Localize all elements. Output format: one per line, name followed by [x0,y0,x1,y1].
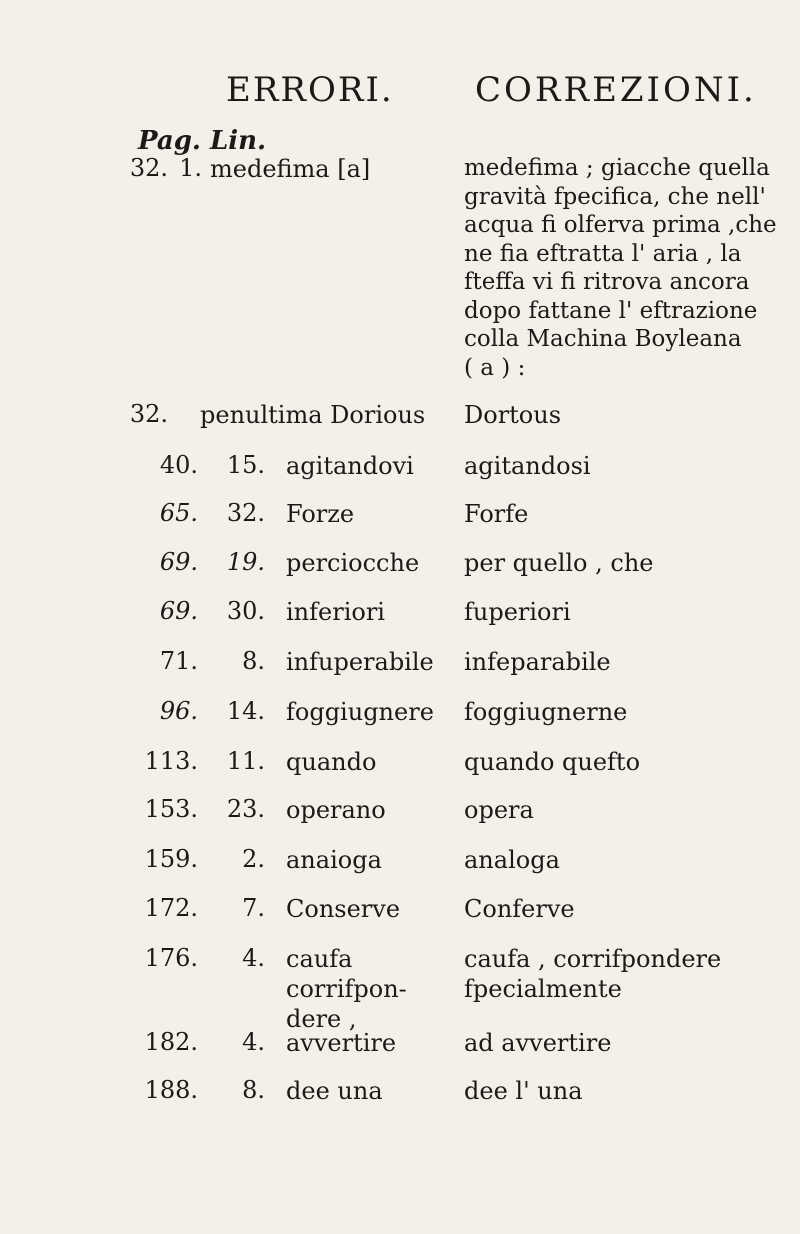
entry-page: 69. [159,597,198,625]
correction-line: ne fia eftratta l' aria , la [464,240,742,267]
entry-correction: dee l' una [464,1077,583,1105]
entry-correction: Forfe [464,500,529,528]
entry-page: 159. [144,845,198,873]
entry-error: anaioga [286,846,382,874]
entry-line: 1. [179,154,202,182]
entry-correction: analoga [464,846,560,874]
entry-line: 32. [226,499,265,527]
correction-line: dopo fattane l' eftrazione [464,297,758,324]
entry-correction: foggiugnerne [464,698,628,726]
entry-line: 23. [226,795,265,823]
page-line-column-header: Pag. Lin. [138,126,267,156]
entry-line: 14. [226,697,265,725]
entry-page: 32. [129,400,168,428]
entry-correction: agitandosi [464,452,591,480]
correction-line: acqua fi olferva prima ,che [464,212,777,238]
entry-error: dee una [286,1077,383,1105]
entry-error: infuperabile [286,648,434,676]
entry-correction: fuperiori [464,598,571,626]
correction-line: colla Machina Boyleana [464,326,742,352]
entry-error: avvertire [286,1029,397,1057]
entry-error: medefima [a] [210,155,371,183]
errori-heading: ERRORI. [226,70,394,110]
entry-correction: caufa , corrifpondere fpecialmente [464,945,722,1003]
entry-line: 15. [226,451,265,479]
entry-error: Conserve [286,895,401,923]
entry-page: 172. [144,894,198,922]
entry-page: 96. [159,697,198,725]
entry-line: 8. [242,1076,265,1104]
correzioni-heading: CORREZIONI. [475,70,757,110]
entry-page: 32. [129,154,168,182]
entry-page: 176. [144,944,198,972]
entry-correction: Conferve [464,895,575,923]
entry-page: 113. [144,747,198,775]
entry-line: 4. [242,944,265,972]
entry-line: 7. [242,894,265,922]
entry-error: quando [286,748,377,776]
entry-line: 2. [242,845,265,873]
entry-line: 19. [226,548,265,576]
entry-page: 71. [159,647,198,675]
entry-error: Forze [286,500,355,528]
entry-page: 65. [159,499,198,527]
entry-correction: ad avvertire [464,1029,612,1057]
entry-correction: opera [464,796,534,824]
entry-error: agitandovi [286,452,414,480]
entry-line: 8. [242,647,265,675]
correction-line: ( a ) : [464,354,526,381]
entry-error: penultima Dorious [200,401,426,429]
entry-first-correction [464,154,784,382]
entry-error: caufa corrifpon- dere , [286,945,407,1033]
entry-error: foggiugnere [286,698,434,726]
entry-line: 30. [226,597,265,625]
entry-correction: quando quefto [464,748,641,776]
entry-page: 182. [144,1028,198,1056]
entry-correction: Dortous [464,401,562,429]
entry-page: 69. [159,548,198,576]
correction-line: medefima ; giacche quella [464,155,770,181]
entry-correction: per quello , che [464,549,654,577]
entry-correction: infeparabile [464,648,611,676]
entry-error: perciocche [286,549,420,577]
entry-line: 11. [226,747,265,775]
entry-page: 40. [159,451,198,479]
entry-error: operano [286,796,386,824]
entry-line: 4. [242,1028,265,1056]
entry-page: 188. [144,1076,198,1104]
correction-line: fteffa vi fi ritrova ancora [464,269,750,295]
entry-error: inferiori [286,598,385,626]
entry-page: 153. [144,795,198,823]
correction-line: gravità fpecifica, che nell' [464,183,766,210]
